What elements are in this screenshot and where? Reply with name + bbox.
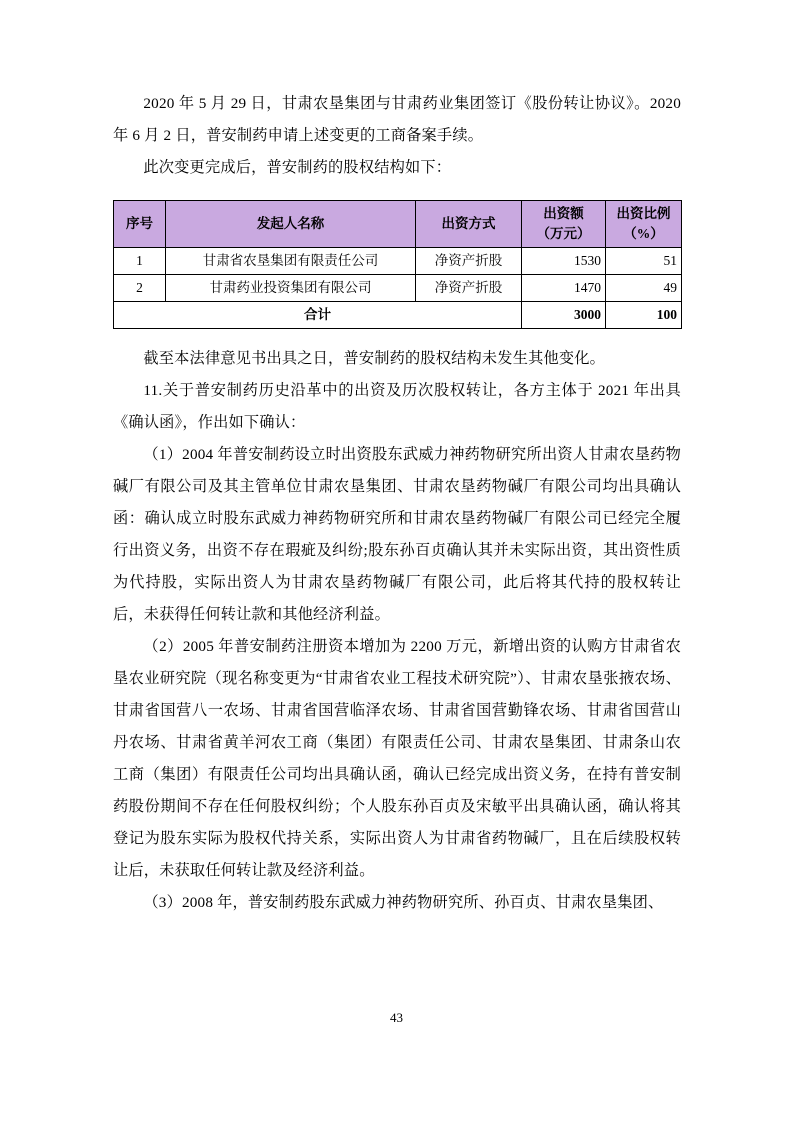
cell-total-ratio: 100 <box>606 302 682 329</box>
cell-seq: 1 <box>114 248 166 275</box>
column-header-ratio <box>606 201 682 248</box>
table-row <box>114 248 682 275</box>
cell-amount: 1470 <box>522 275 606 302</box>
column-header-name: 发起人名称 <box>166 201 416 248</box>
equity-structure-table <box>113 200 682 329</box>
table-body <box>114 248 682 329</box>
paragraph-item-11-3: （3）2008 年，普安制药股东武威力神药物研究所、孙百贞、甘肃农垦集团、 <box>143 894 664 911</box>
cell-total-label: 合计 <box>114 302 522 329</box>
cell-name: 甘肃省农垦集团有限责任公司 <box>166 248 416 275</box>
paragraph-item-11-1: （1）2004 年普安制药设立时出资股东武威力神药物研究所出资人甘肃农垦药物碱厂有限公司及其主管单位甘肃农垦集团、甘肃农垦药物碱厂有限公司均出具确认函：确认成立时股东武威力神药物研究所和甘肃农垦药物碱厂有限公司已经完全履行出资义务，出资不存在瑕疵及纠纷;股东孙百贞确认其并未实际出资，其出资性质为代持股，实际出资人为甘肃农垦药物碱厂有限公司，此后将其代持的股权转让后，未获得任何转让款和其他经济利益。 <box>113 446 681 623</box>
cell-name: 甘肃药业投资集团有限公司 <box>166 275 416 302</box>
column-header-ratio-line1: 出资比例 <box>616 206 671 221</box>
column-header-seq: 序号 <box>114 201 166 248</box>
page-number: 43 <box>390 1010 403 1025</box>
column-header-amount-line2: （万元） <box>536 226 591 241</box>
paragraph-intro-1: 2020 年 5 月 29 日，甘肃农垦集团与甘肃药业集团签订《股份转让协议》。2020 年 6 月 2 日，普安制药申请上述变更的工商备案手续。 <box>113 95 681 144</box>
paragraph-after-table-1: 截至本法律意见书出具之日，普安制药的股权结构未发生其他变化。 <box>143 350 606 367</box>
table-row <box>114 275 682 302</box>
table-header <box>114 201 682 248</box>
column-header-amount <box>522 201 606 248</box>
cell-ratio: 49 <box>606 275 682 302</box>
cell-method: 净资产折股 <box>416 248 522 275</box>
column-header-ratio-line2: （%） <box>623 226 664 241</box>
cell-amount: 1530 <box>522 248 606 275</box>
column-header-amount-line1: 出资额 <box>543 206 584 221</box>
paragraph-item-11-2: （2）2005 年普安制药注册资本增加为 2200 万元，新增出资的认购方甘肃省农垦农业研究院（现名称变更为“甘肃省农业工程技术研究院”）、甘肃农垦张掖农场、甘肃省国营八一农场、甘肃省国营临泽农场、甘肃省国营勤锋农场、甘肃省国营山丹农场、甘肃省黄羊河农工商（集团）有限责任公司、甘肃农垦集团、甘肃条山农工商（集团）有限责任公司均出具确认函，确认已经完成出资义务，在持有普安制药股份期间不存在任何股权纠纷；个人股东孙百贞及宋敏平出具确认函，确认将其登记为股东实际为股权代持关系，实际出资人为甘肃省药物碱厂，且在后续股权转让后，未获取任何转让款及经济利益。 <box>113 638 681 879</box>
cell-method: 净资产折股 <box>416 275 522 302</box>
page-content <box>113 88 681 919</box>
table-total-row <box>114 302 682 329</box>
cell-ratio: 51 <box>606 248 682 275</box>
column-header-method: 出资方式 <box>416 201 522 248</box>
paragraph-item-11: 11.关于普安制药历史沿革中的出资及历次股权转让，各方主体于 2021 年出具《确认函》，作出如下确认： <box>113 382 681 431</box>
table-header-row <box>114 201 682 248</box>
paragraph-intro-2: 此次变更完成后，普安制药的股权结构如下： <box>143 159 452 176</box>
cell-seq: 2 <box>114 275 166 302</box>
cell-total-amount: 3000 <box>522 302 606 329</box>
